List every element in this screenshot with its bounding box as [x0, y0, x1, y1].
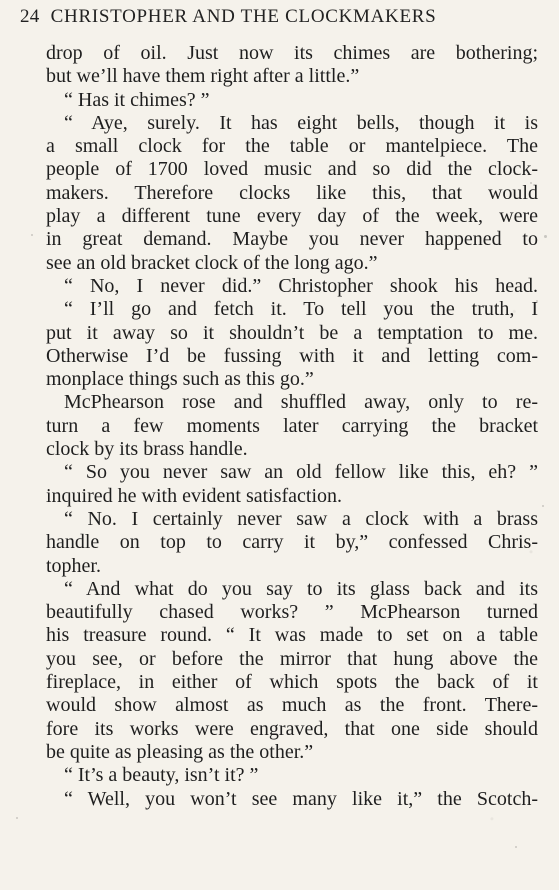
paper-speck	[515, 846, 517, 848]
body-text	[46, 42, 538, 811]
text-line: makers. Therefore clocks like this, that would	[46, 181, 538, 204]
text-line: handle on top to carry it by,” confessed Chris-	[46, 531, 538, 554]
page-header	[20, 6, 540, 34]
text-line: beautifully chased works? ” McPhearson turned	[46, 601, 538, 624]
text-line: you see, or before the mirror that hung above the	[46, 647, 538, 670]
text-line: “ Aye, surely. It has eight bells, though it is	[64, 111, 538, 134]
text-line: fireplace, in either of which spots the back of it	[46, 671, 538, 694]
text-line: “ And what do you say to its glass back and its	[64, 577, 538, 600]
paper-speck	[16, 817, 18, 819]
text-line: McPhearson rose and shuffled away, only to re-	[64, 391, 538, 414]
text-line: put it away so it shouldn’t be a temptation to me.	[46, 321, 538, 344]
text-line: “ Has it chimes? ”	[64, 88, 210, 111]
paper-speck	[542, 505, 544, 507]
text-line: “ It’s a beauty, isn’t it? ”	[64, 764, 259, 787]
text-line: clock by its brass handle.	[46, 438, 248, 461]
text-line: play a different tune every day of the week, were	[46, 205, 538, 228]
text-line: in great demand. Maybe you never happened to	[46, 228, 538, 251]
text-line: but we’ll have them right after a little.”	[46, 65, 360, 88]
text-line: Otherwise I’d be fussing with it and letting com-	[46, 344, 538, 367]
running-title: CHRISTOPHER AND THE CLOCKMAKERS	[50, 6, 437, 27]
paper-speck	[536, 300, 538, 302]
text-line: be quite as pleasing as the other.”	[46, 740, 314, 763]
paper-speck	[530, 182, 532, 184]
text-line: people of 1700 loved music and so did the clock-	[46, 158, 538, 181]
text-line: “ No. I certainly never saw a clock with a brass	[64, 507, 538, 530]
text-line: drop of oil. Just now its chimes are bothering;	[46, 42, 538, 64]
page-number: 24	[20, 6, 40, 27]
text-line: “ So you never saw an old fellow like this, eh? ”	[64, 461, 538, 484]
text-line: “ Well, you won’t see many like it,” the Scotch-	[64, 787, 538, 810]
text-line: a small clock for the table or mantelpiece. The	[46, 135, 538, 158]
text-line: “ No, I never did.” Christopher shook his head.	[64, 274, 538, 297]
text-line: would show almost as much as the front. There-	[46, 694, 538, 717]
text-line: inquired he with evident satisfaction.	[46, 484, 343, 507]
text-line: topher.	[46, 554, 101, 577]
text-line: turn a few moments later carrying the bracket	[46, 414, 538, 437]
text-line: see an old bracket clock of the long ago.”	[46, 251, 378, 274]
text-line: monplace things such as this go.”	[46, 368, 314, 391]
paper-speck	[31, 234, 33, 236]
text-line: “ I’ll go and fetch it. To tell you the truth, I	[64, 298, 538, 321]
text-line: his treasure round. “ It was made to set on a table	[46, 624, 538, 647]
text-line: fore its works were engraved, that one side should	[46, 717, 538, 740]
paper-speck	[544, 235, 547, 238]
